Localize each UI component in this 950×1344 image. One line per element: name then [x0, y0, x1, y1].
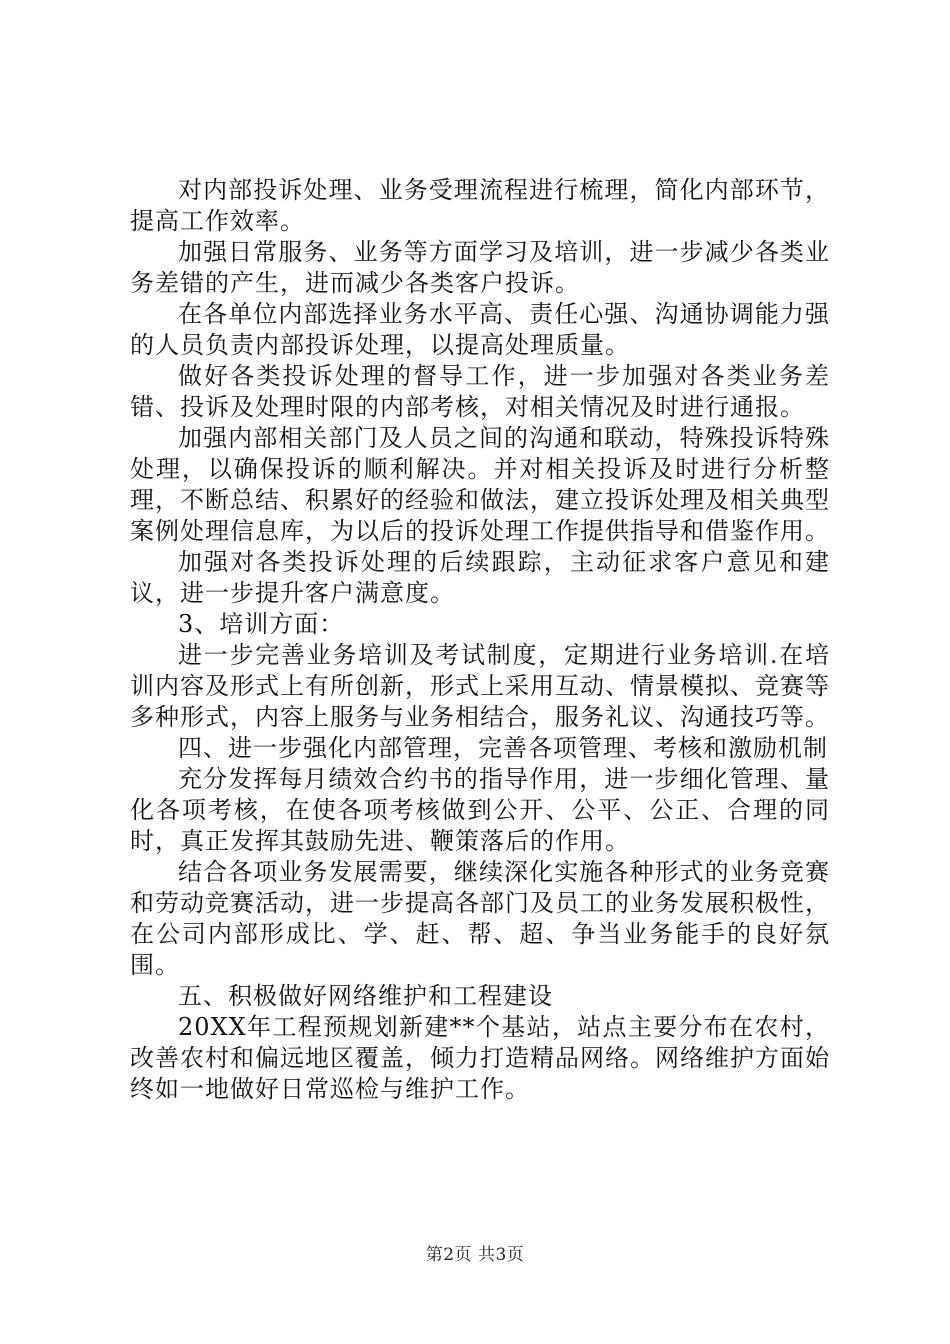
paragraph-follow-up: 加强对各类投诉处理的后续跟踪，主动征求客户意见和建议，进一步提升客户满意度。	[130, 548, 830, 607]
section-heading-network: 五、积极做好网络维护和工程建设	[178, 982, 553, 1010]
section-heading-training: 3、培训方面：	[178, 610, 345, 638]
paragraph-complaint-process: 对内部投诉处理、业务受理流程进行梳理，简化内部环节，提高工作效率。	[130, 176, 830, 235]
paragraph-supervision: 做好各类投诉处理的督导工作，进一步加强对各类业务差错、投诉及处理时限的内部考核，对相关情况及时进行通报。	[130, 362, 830, 421]
page-number-footer: 第2页 共3页	[425, 1245, 525, 1265]
paragraph-competitions: 结合各项业务发展需要，继续深化实施各种形式的业务竞赛和劳动竞赛活动，进一步提高各部门及员工的业务发展积极性，在公司内部形成比、学、赶、帮、超、争当业务能手的良好氛围。	[130, 858, 830, 979]
paragraph-select-staff: 在各单位内部选择业务水平高、责任心强、沟通协调能力强的人员负责内部投诉处理，以提高处理质量。	[130, 300, 830, 359]
paragraph-training-system: 进一步完善业务培训及考试制度，定期进行业务培训.在培训内容及形式上有所创新，形式上采用互动、情景模拟、竞赛等多种形式，内容上服务与业务相结合，服务礼议、沟通技巧等。	[130, 641, 830, 731]
paragraph-communication: 加强内部相关部门及人员之间的沟通和联动，特殊投诉特殊处理，以确保投诉的顺利解决。并对相关投诉及时进行分析整理，不断总结、积累好的经验和做法，建立投诉处理及相关典型案例处理信息库，为以后的投诉处理工作提供指导和借鉴作用。	[130, 424, 830, 545]
document-body	[130, 175, 830, 1105]
paragraph-performance-contract: 充分发挥每月绩效合约书的指导作用，进一步细化管理、量化各项考核，在使各项考核做到公开、公平、公正、合理的同时，真正发挥其鼓励先进、鞭策落后的作用。	[130, 765, 830, 855]
paragraph-daily-training: 加强日常服务、业务等方面学习及培训，进一步减少各类业务差错的产生，进而减少各类客户投诉。	[130, 238, 830, 297]
section-heading-internal-management: 四、进一步强化内部管理，完善各项管理、考核和激励机制	[178, 734, 828, 762]
paragraph-base-stations: 20XX年工程预规划新建**个基站，站点主要分布在农村，改善农村和偏远地区覆盖，倾力打造精品网络。网络维护方面始终如一地做好日常巡检与维护工作。	[130, 1013, 830, 1103]
